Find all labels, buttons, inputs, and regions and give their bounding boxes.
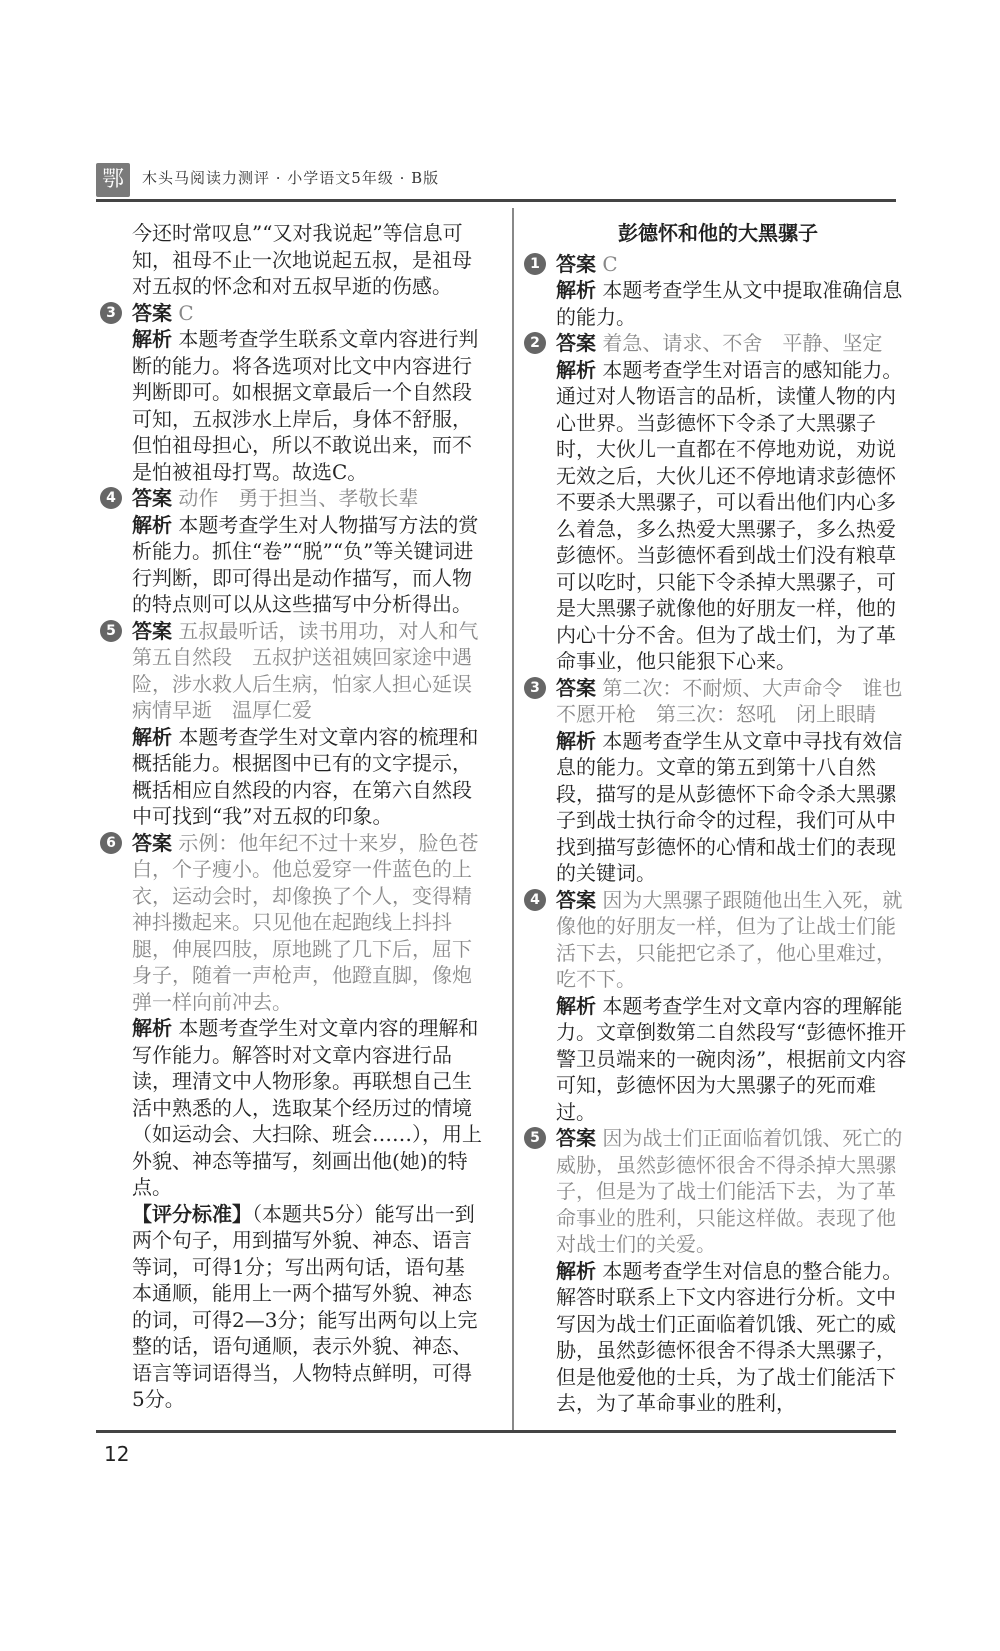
section-title: 彭德怀和他的大黑骡子: [618, 221, 818, 245]
analysis-label: 解析: [556, 278, 596, 302]
continuation-text: 今还时常叹息”“又对我说起”等信息可知，祖母不止一次地说起五叔，是祖母对五叔的怀念和对五叔早逝的伤感。: [132, 221, 472, 298]
answer-label: 答案: [132, 300, 172, 325]
question-number: 3: [100, 302, 122, 324]
question-3: [528, 675, 908, 887]
question-5: [104, 618, 499, 830]
answer-text: 动作 勇于担当、孝敬长辈: [178, 486, 419, 510]
question-4: [528, 887, 908, 1126]
answer-text: 五叔最听话，读书用功，对人和气 第五自然段 五叔护送祖姨回家途中遇险，涉水救人后生病，怕家人担心延误病情早逝 温厚仁爱: [132, 618, 499, 722]
question-4: [104, 485, 484, 618]
question-number: 5: [100, 620, 122, 642]
analysis-label: 解析: [556, 1258, 596, 1283]
question-number: 6: [100, 832, 122, 854]
answer-text: C: [178, 300, 194, 325]
answer-label: 答案: [556, 675, 596, 700]
header-rule: [96, 199, 896, 202]
right-column: [528, 220, 908, 1417]
question-number: 1: [524, 253, 546, 275]
analysis-text: 本题考查学生联系文章内容进行判断的能力。将各选项对比文中内容进行判断即可。如根据文章最后一个自然段可知，五叔涉水上岸后，身体不舒服，但怕祖母担心，所以不敢说出来，而不是怕被祖母打骂。故选C。: [132, 327, 479, 484]
analysis-text: 本题考查学生对人物描写方法的赏析能力。抓住“卷”“脱”“负”等关键词进行判断，即可得出是动作描写，而人物的特点则可以从这些描写中分析得出。: [132, 512, 479, 616]
analysis-label: 解析: [556, 728, 596, 753]
answer-label: 答案: [132, 830, 172, 855]
answer-label: 答案: [556, 1126, 596, 1150]
analysis-label: 解析: [132, 1016, 172, 1040]
answer-text: 第二次：不耐烦、大声命令 谁也不愿开枪 第三次：怒吼 闭上眼睛: [556, 675, 903, 726]
analysis-text: 本题考查学生从文章中寻找有效信息的能力。文章的第五到第十八自然段，描写的是从彭德怀下命令杀大黑骡子到战士执行命令的过程，我们可从中找到描写彭德怀的心情和战士们的表现的关键词。: [556, 728, 903, 885]
analysis-label: 解析: [132, 327, 172, 351]
analysis-text: 本题考查学生对文章内容的理解和写作能力。解答时对文章内容进行品读，理清文中人物形象。再联想自己生活中熟悉的人，选取某个经历过的情境（如运动会、大扫除、班会……），用上外貌、神态等描写，刻画出他(她)的特点。: [132, 1016, 482, 1199]
question-number: 2: [524, 332, 546, 354]
answer-label: 答案: [132, 486, 172, 510]
analysis-label: 解析: [556, 993, 596, 1018]
region-badge: 鄂: [96, 163, 130, 197]
question-6: [104, 830, 484, 1413]
question-1: [528, 251, 908, 331]
analysis-label: 解析: [132, 512, 172, 537]
question-3: [104, 300, 484, 486]
analysis-label: 解析: [556, 357, 596, 382]
answer-text: 示例：他年纪不过十来岁，脸色苍白，个子瘦小。他总爱穿一件蓝色的上衣，运动会时，却像换了个人，变得精神抖擞起来。只见他在起跑线上抖抖腿，伸展四肢，原地跳了几下后，屈下身子，随着一声枪声，他蹬直脚，像炮弹一样向前冲去。: [132, 830, 479, 1014]
question-number: 3: [524, 677, 546, 699]
answer-text: 因为大黑骡子跟随他出生入死，就像他的好朋友一样，但为了让战士们能活下去，只能把它杀了，他心里难过，吃不下。: [556, 887, 903, 991]
question-number: 4: [100, 487, 122, 509]
scoring-text: （本题共5分）能写出一到两个句子，用到描写外貌、神态、语言等词，可得1分；写出两句话，语句基本通顺，能用上一两个描写外貌、神态的词，可得2—3分；能写出两句以上完整的话，语句通顺，表示外貌、神态、语言等词语得当，人物特点鲜明，可得5分。: [132, 1201, 478, 1411]
answer-text: C: [602, 251, 618, 276]
analysis-text: 本题考查学生对文章内容的梳理和概括能力。根据图中已有的文字提示，概括相应自然段的内容，在第六自然段中可找到“我”对五叔的印象。: [132, 724, 479, 828]
scoring-label: 【评分标准】: [132, 1201, 252, 1226]
question-number: 5: [524, 1127, 546, 1149]
answer-text: 着急、请求、不舍 平静、坚定: [602, 331, 883, 355]
analysis-text: 本题考查学生从文中提取准确信息的能力。: [556, 278, 903, 329]
page-header: [96, 163, 896, 197]
page-number: 12: [104, 1442, 130, 1466]
answer-label: 答案: [556, 331, 596, 355]
analysis-text: 本题考查学生对文章内容的理解能力。文章倒数第二自然段写“彭德怀推开警卫员端来的一碗肉汤”，根据前文内容可知，彭德怀因为大黑骡子的死而难过。: [556, 993, 907, 1124]
analysis-text: 本题考查学生对信息的整合能力。解答时联系上下文内容进行分析。文中写因为战士们正面临着饥饿、死亡的威胁，虽然彭德怀很舍不得杀大黑骡子，但是他爱他的士兵，为了战士们能活下去，为了革命事业的胜利，: [556, 1258, 903, 1415]
left-column: [104, 220, 499, 1413]
question-number: 4: [524, 889, 546, 911]
question-5: [528, 1125, 908, 1417]
analysis-text: 本题考查学生对语言的感知能力。通过对人物语言的品析，读懂人物的内心世界。当彭德怀下令杀了大黑骡子时，大伙儿一直都在不停地劝说，劝说无效之后，大伙儿还不停地请求彭德怀不要杀大黑骡子，可以看出他们内心多么着急，多么热爱大黑骡子，多么热爱彭德怀。当彭德怀看到战士们没有粮草可以吃时，只能下令杀掉大黑骡子，可是大黑骡子就像他的好朋友一样，他的内心十分不舍。但为了战士们，为了革命事业，他只能狠下心来。: [556, 357, 903, 673]
answer-label: 答案: [132, 618, 172, 643]
answer-label: 答案: [556, 887, 596, 912]
answer-label: 答案: [556, 251, 596, 276]
column-divider: [512, 208, 514, 1430]
answer-text: 因为战士们正面临着饥饿、死亡的威胁，虽然彭德怀很舍不得杀掉大黑骡子，但是为了战士们能活下去，为了革命事业的胜利，只能这样做。表现了他对战士们的关爱。: [556, 1126, 903, 1256]
footer-rule: [96, 1430, 896, 1433]
book-title: 木头马阅读力测评 · 小学语文5年级 · B版: [142, 169, 440, 187]
question-2: [528, 330, 908, 675]
analysis-label: 解析: [132, 724, 172, 749]
